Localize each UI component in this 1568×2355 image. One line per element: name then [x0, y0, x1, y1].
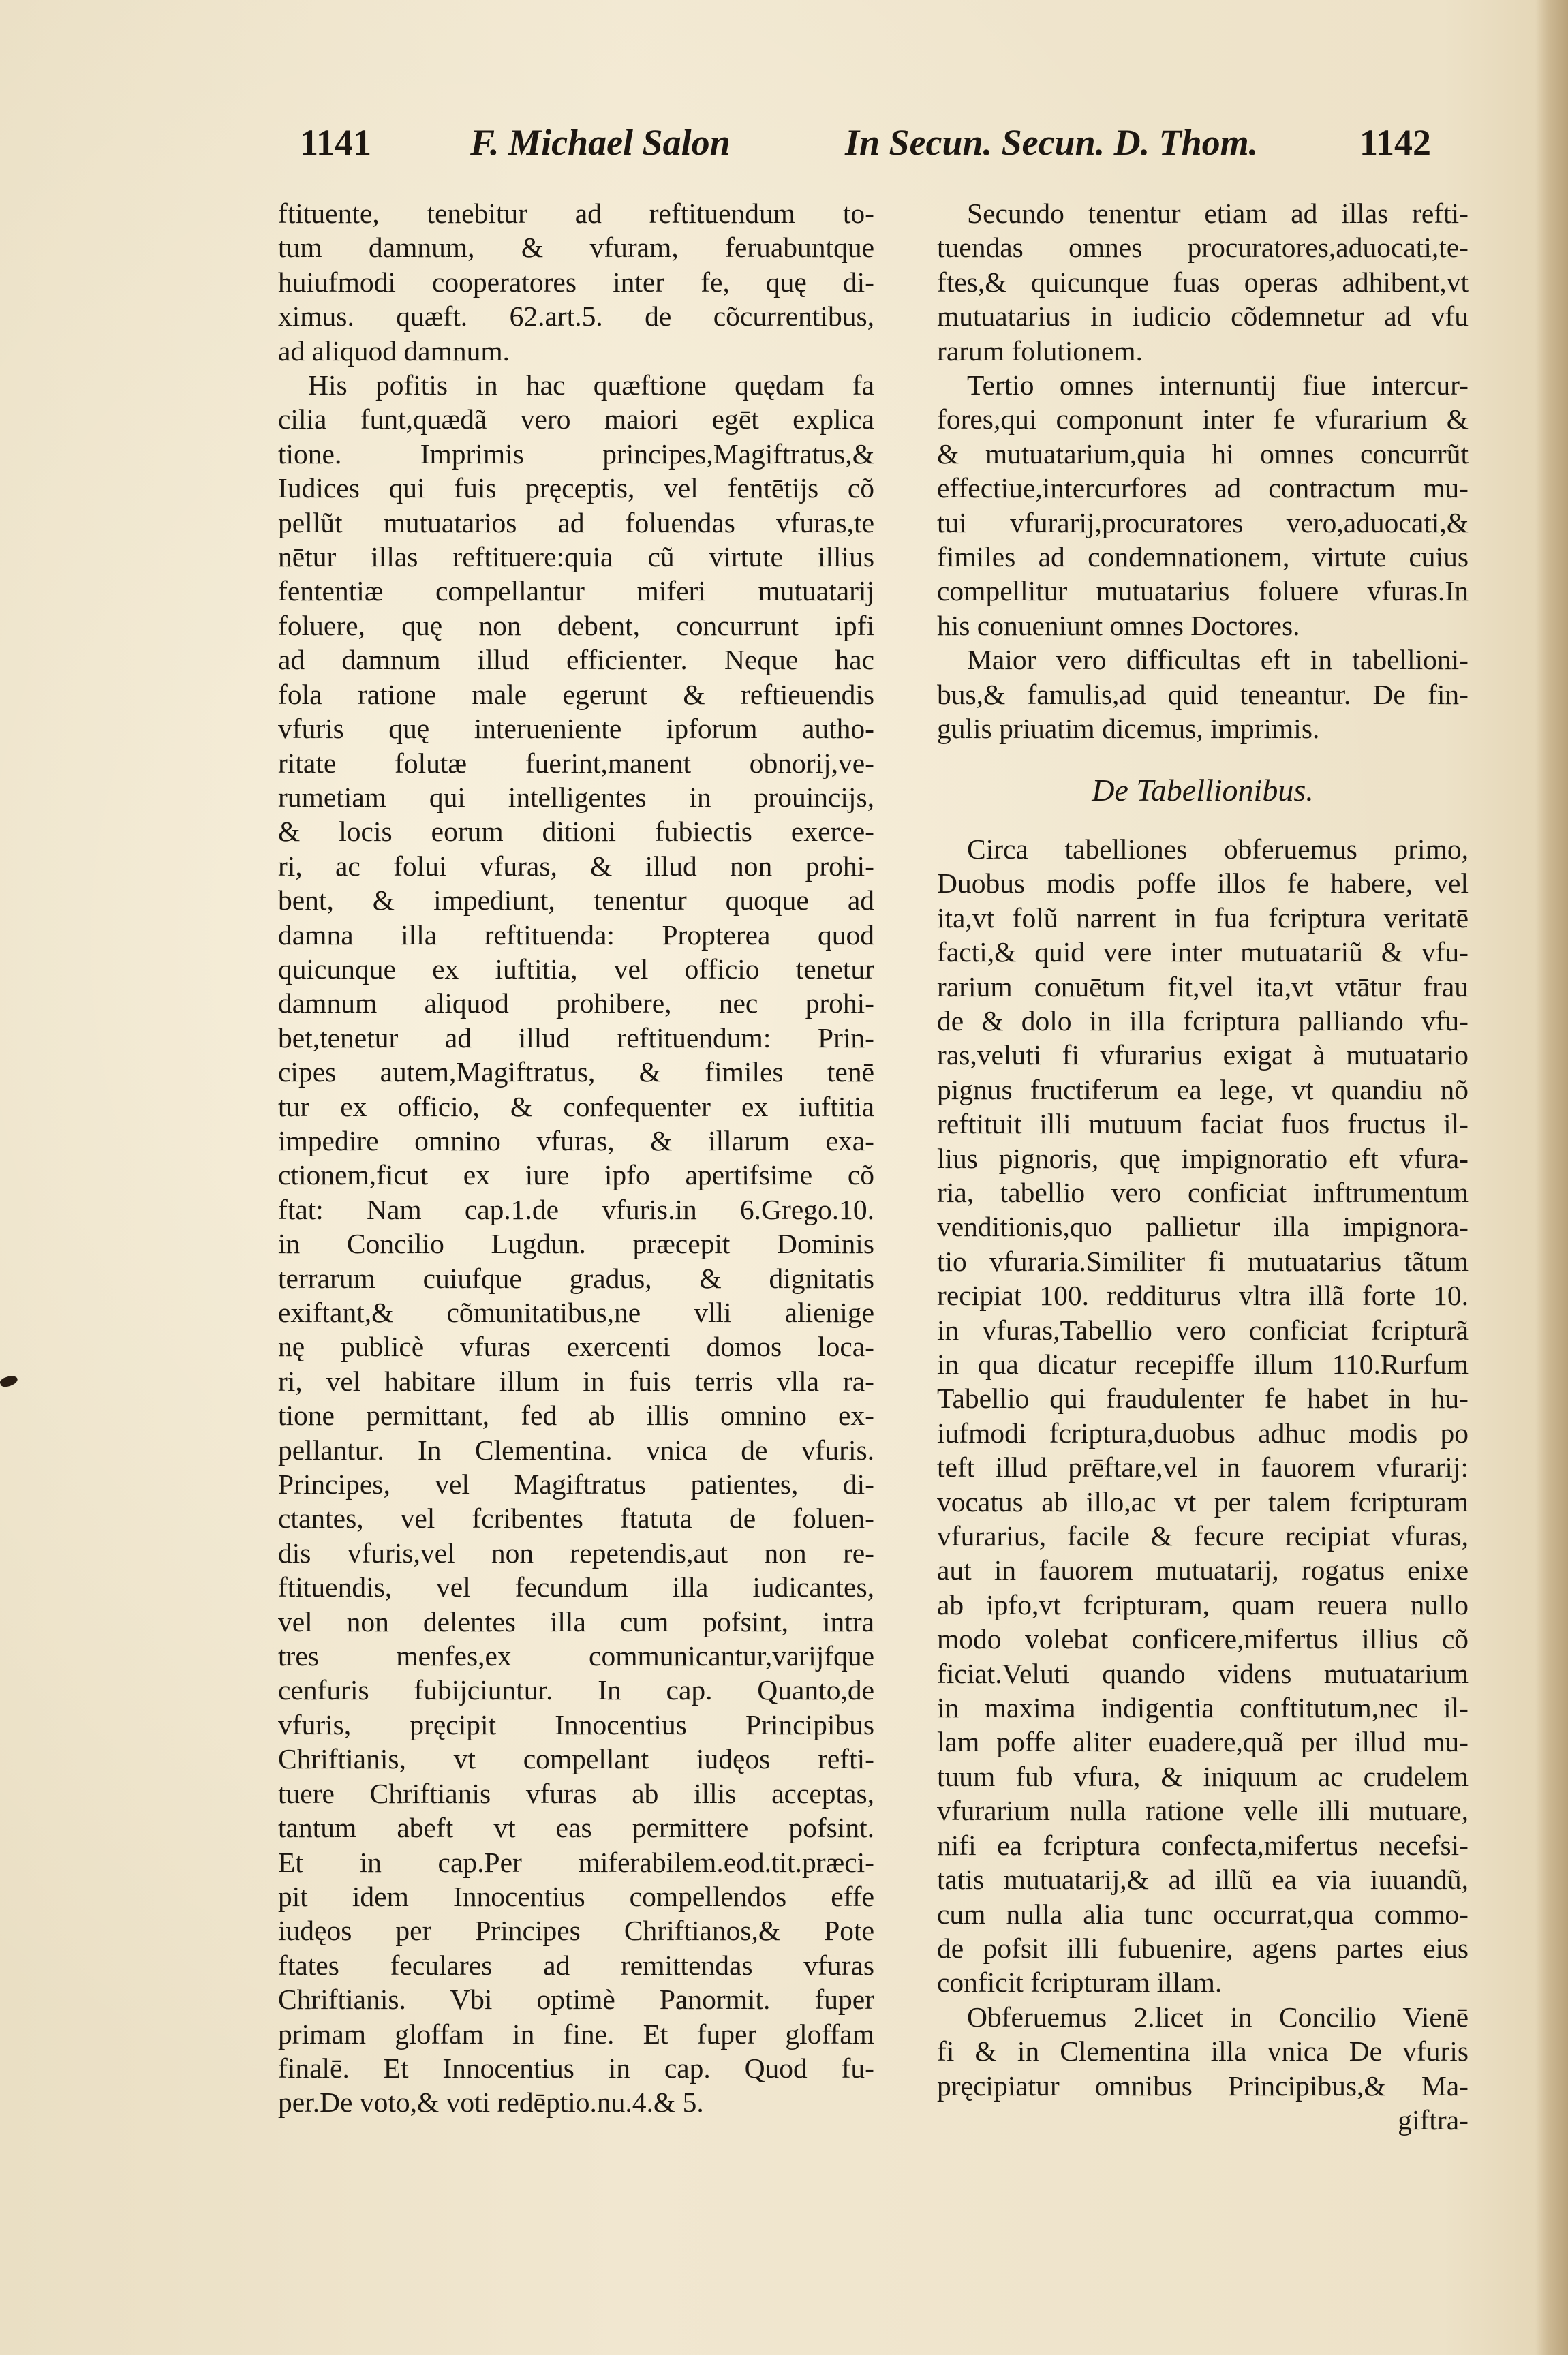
text-line: compellitur mutuatarius foluere vfuras.In: [937, 575, 1469, 607]
text-line: ctionem,ficut ex iure ipfo apertifsime cõ: [278, 1159, 874, 1191]
text-line: ftituente, tenebitur ad reftituendum to-: [278, 198, 874, 229]
text-line: tio vfuraria.Similiter fi mutuatarius tãtum: [937, 1245, 1469, 1277]
text-line: damnum aliquod prohibere, nec prohi-: [278, 987, 874, 1019]
text-line: ximus. quæft. 62.art.5. de cõcurrentibus,: [278, 301, 874, 333]
text-line: per.De voto,& voti redēptio.nu.4.& 5.: [278, 2087, 704, 2119]
text-line: cum nulla alia tunc occurrat,qua commo-: [937, 1898, 1469, 1930]
text-line: tres menfes,ex communicantur,varijfque: [278, 1640, 874, 1672]
text-line: ftes,& quicunque fuas operas adhibent,vt: [937, 266, 1469, 298]
text-line: lius pignoris, quę impignoratio eft vfura-: [937, 1142, 1469, 1174]
text-line: rarium conuētum fit,vel ita,vt vtātur frau: [937, 970, 1469, 1002]
text-line: in qua dicatur recepiffe illum 110.Rurfum: [937, 1349, 1469, 1380]
text-line: foluere, quę non debent, concurrunt ipfi: [278, 609, 874, 641]
text-line: in vfuras,Tabellio vero conficiat fcripturã: [937, 1314, 1469, 1346]
text-line: fi & in Clementina illa vnica De vfuris: [937, 2035, 1469, 2067]
text-line: Chriftianis. Vbi optimè Panormit. fuper: [278, 1984, 874, 2016]
text-line: vfuris quę interueniente ipforum autho-: [278, 713, 874, 745]
text-line: lam poffe aliter euadere,quã per illud mu-: [937, 1726, 1469, 1758]
text-line: modo volebat conficere,mifertus illius cõ: [937, 1623, 1469, 1655]
facing-page-bleed: [1542, 259, 1565, 1826]
text-line: primam gloffam in fine. Et fuper gloffam: [278, 2018, 874, 2050]
text-line: rarum folutionem.: [937, 335, 1143, 367]
text-line: tatis mutuatarij,& ad illũ ea via iuuandũ,: [937, 1864, 1469, 1896]
page-number-right: 1142: [1359, 122, 1432, 163]
text-line: Circa tabelliones obferuemus primo,: [967, 833, 1469, 865]
text-line: tantum abeft vt eas permittere pofsint.: [278, 1812, 874, 1844]
text-line: bent, & impediunt, tenentur quoque ad: [278, 884, 874, 917]
text-line: tione. Imprimis principes,Magiftratus,&: [278, 437, 874, 470]
text-line: nifi ea fcriptura confecta,mifertus necefsi-: [937, 1829, 1469, 1861]
text-line: bet,tenetur ad illud reftituendum: Prin-: [278, 1021, 874, 1053]
text-line: ri, ac folui vfuras, & illud non prohi-: [278, 850, 874, 882]
catchword: giftra-: [1398, 2104, 1469, 2136]
text-line: ftat: Nam cap.1.de vfuris.in 6.Grego.10.: [278, 1193, 874, 1225]
text-line: huiufmodi cooperatores inter fe, quę di-: [278, 266, 874, 298]
text-line: ri, vel habitare illum in fuis terris vlla ra-: [278, 1365, 874, 1397]
text-line: ftates feculares ad remittendas vfuras: [278, 1949, 874, 1981]
text-line: his conueniunt omnes Doctores.: [937, 609, 1300, 641]
text-line: pignus fructiferum ea lege, vt quandiu nõ: [937, 1073, 1469, 1105]
text-line: Maior vero difficultas eft in tabellioni-: [967, 644, 1469, 676]
text-line: recipiat 100. redditurus vltra illã forte 10.: [937, 1280, 1469, 1312]
text-line: tui vfurarij,procuratores vero,aduocati,&: [937, 506, 1469, 538]
text-line: ctantes, vel fcribentes ftatuta de foluen-: [278, 1503, 874, 1535]
text-line: fimiles ad condemnationem, virtute cuius: [937, 541, 1469, 573]
text-line: vocatus ab illo,ac vt per talem fcripturam: [937, 1486, 1469, 1518]
running-title-work: In Secun. Secun. D. Thom.: [845, 122, 1259, 163]
text-line: tuum fub vfura, & iniquum ac crudelem: [937, 1760, 1469, 1792]
text-line: iufmodi fcriptura,duobus adhuc modis po: [937, 1417, 1469, 1449]
text-line: ftituendis, vel fecundum illa iudicantes,: [278, 1571, 874, 1603]
text-line: nę publicè vfuras exercenti domos loca-: [278, 1331, 874, 1363]
text-line: Tertio omnes internuntij fiue intercur-: [967, 369, 1469, 401]
text-line: ficiat.Veluti quando videns mutuatarium: [937, 1657, 1469, 1689]
text-line: dis vfuris,vel non repetendis,aut non re-: [278, 1537, 874, 1569]
text-line: effectiue,intercurfores ad contractum mu-: [937, 472, 1469, 504]
text-line: iudęos per Principes Chriftianos,& Pote: [278, 1915, 874, 1947]
text-line: ad damnum illud efficienter. Neque hac: [278, 644, 874, 676]
text-line: Obferuemus 2.licet in Concilio Vienē: [967, 2001, 1469, 2033]
text-line: pellũt mutuatarios ad foluendas vfuras,te: [278, 506, 874, 538]
ink-blot: [0, 1374, 19, 1389]
text-line: & mutuatarium,quia hi omnes concurrũt: [937, 437, 1469, 470]
text-line: quicunque ex iuftitia, vel officio tenetur: [278, 953, 874, 985]
text-line: vfurarium nulla ratione velle illi mutuare,: [937, 1795, 1469, 1827]
right-column-part-a: [937, 196, 1469, 746]
text-line: exiftant,& cõmunitatibus,ne vlli alienige: [278, 1297, 874, 1328]
text-line: tuendas omnes procuratores,aduocati,te-: [937, 232, 1469, 264]
text-line: Tabellio qui fraudulenter fe habet in hu-: [937, 1383, 1469, 1415]
text-line: de pofsit illi fubuenire, agens partes eius: [937, 1932, 1469, 1964]
text-line: ritate folutæ fuerint,manent obnorij,ve-: [278, 747, 874, 779]
text-line: conficit fcripturam illam.: [937, 1967, 1223, 1999]
page-number-left: 1141: [300, 122, 372, 163]
text-line: His pofitis in hac quæftione quędam fa: [308, 369, 874, 401]
text-line: fententiæ compellantur miferi mutuatarij: [278, 575, 874, 607]
text-line: mutuatarius in iudicio cõdemnetur ad vfu: [937, 301, 1469, 333]
text-line: fores,qui componunt inter fe vfurarium &: [937, 403, 1469, 435]
text-line: cipes autem,Magiftratus, & fimiles tenē: [278, 1056, 874, 1088]
left-column: [278, 196, 874, 2120]
text-line: impedire omnino vfuras, & illarum exa-: [278, 1124, 874, 1156]
section-heading: De Tabellionibus.: [1092, 772, 1314, 807]
text-line: tuere Chriftianis vfuras ab illis acceptas,: [278, 1777, 874, 1809]
text-line: gulis priuatim dicemus, imprimis.: [937, 713, 1320, 745]
text-line: vel non delentes illa cum pofsint, intra: [278, 1605, 874, 1637]
text-line: tione permittant, fed ab illis omnino ex-: [278, 1400, 874, 1432]
text-line: teft illud prēftare,vel in fauorem vfurarij:: [937, 1451, 1469, 1483]
text-line: ria, tabellio vero conficiat inftrumentum: [937, 1176, 1469, 1208]
text-line: bus,& famulis,ad quid teneantur. De fin-: [937, 678, 1469, 710]
text-line: cenfuris fubijciuntur. In cap. Quanto,de: [278, 1674, 874, 1706]
text-line: finalē. Et Innocentius in cap. Quod fu-: [278, 2052, 874, 2084]
text-line: tum damnum, & vfuram, feruabuntque: [278, 232, 874, 264]
text-line: ita,vt folũ narrent in fua fcriptura veritatē: [937, 902, 1469, 934]
text-line: Secundo tenentur etiam ad illas refti-: [967, 198, 1469, 229]
text-line: ras,veluti fi vfurarius exigat à mutuatario: [937, 1039, 1469, 1071]
text-line: ad aliquod damnum.: [278, 335, 510, 367]
text-line: aut in fauorem mutuatarij, rogatus enixe: [937, 1554, 1469, 1586]
text-line: facti,& quid vere inter mutuatariũ & vfu-: [937, 936, 1469, 968]
text-line: Principes, vel Magiftratus patientes, di-: [278, 1468, 874, 1500]
running-title-author: F. Michael Salon: [470, 122, 731, 163]
text-line: vfurarius, facile & fecure recipiat vfuras,: [937, 1520, 1469, 1552]
text-line: Et in cap.Per miferabilem.eod.tit.præci-: [278, 1846, 874, 1878]
text-line: reftituit illi mutuum faciat fuos fructus il-: [937, 1108, 1469, 1140]
text-line: pit idem Innocentius compellendos effe: [278, 1880, 874, 1912]
text-line: fola ratione male egerunt & reftieuendis: [278, 678, 874, 710]
right-column-part-b: [937, 832, 1469, 2103]
text-line: de & dolo in illa fcriptura palliando vfu-: [937, 1004, 1469, 1036]
text-line: cilia funt,quædã vero maiori egēt explica: [278, 403, 874, 435]
text-line: terrarum cuiufque gradus, & dignitatis: [278, 1262, 874, 1294]
text-line: pręcipiatur omnibus Principibus,& Ma-: [937, 2069, 1469, 2102]
text-line: venditionis,quo pallietur illa impignora-: [937, 1211, 1469, 1243]
text-line: in maxima indigentia conftitutum,nec il-: [937, 1692, 1469, 1724]
running-header: [300, 121, 1472, 169]
text-line: in Concilio Lugdun. præcepit Dominis: [278, 1228, 874, 1260]
text-line: Chriftianis, vt compellant iudęos refti-: [278, 1743, 874, 1775]
text-line: Iudices qui fuis pręceptis, vel fentētijs cõ: [278, 472, 874, 504]
text-line: damna illa reftituenda: Propterea quod: [278, 919, 874, 951]
right-column: [937, 196, 1469, 2137]
text-line: nētur illas reftituere:quia cũ virtute illius: [278, 541, 874, 573]
text-line: rumetiam qui intelligentes in prouincijs,: [278, 781, 874, 813]
text-line: vfuris, pręcipit Innocentius Principibus: [278, 1708, 874, 1740]
text-line: ab ipfo,vt fcripturam, quam reuera nullo: [937, 1588, 1469, 1620]
text-line: & locis eorum ditioni fubiectis exerce-: [278, 816, 874, 848]
text-line: pellantur. In Clementina. vnica de vfuris.: [278, 1434, 874, 1466]
text-line: Duobus modis poffe illos fe habere, vel: [937, 867, 1469, 899]
text-line: tur ex officio, & confequenter ex iuftitia: [278, 1090, 874, 1122]
